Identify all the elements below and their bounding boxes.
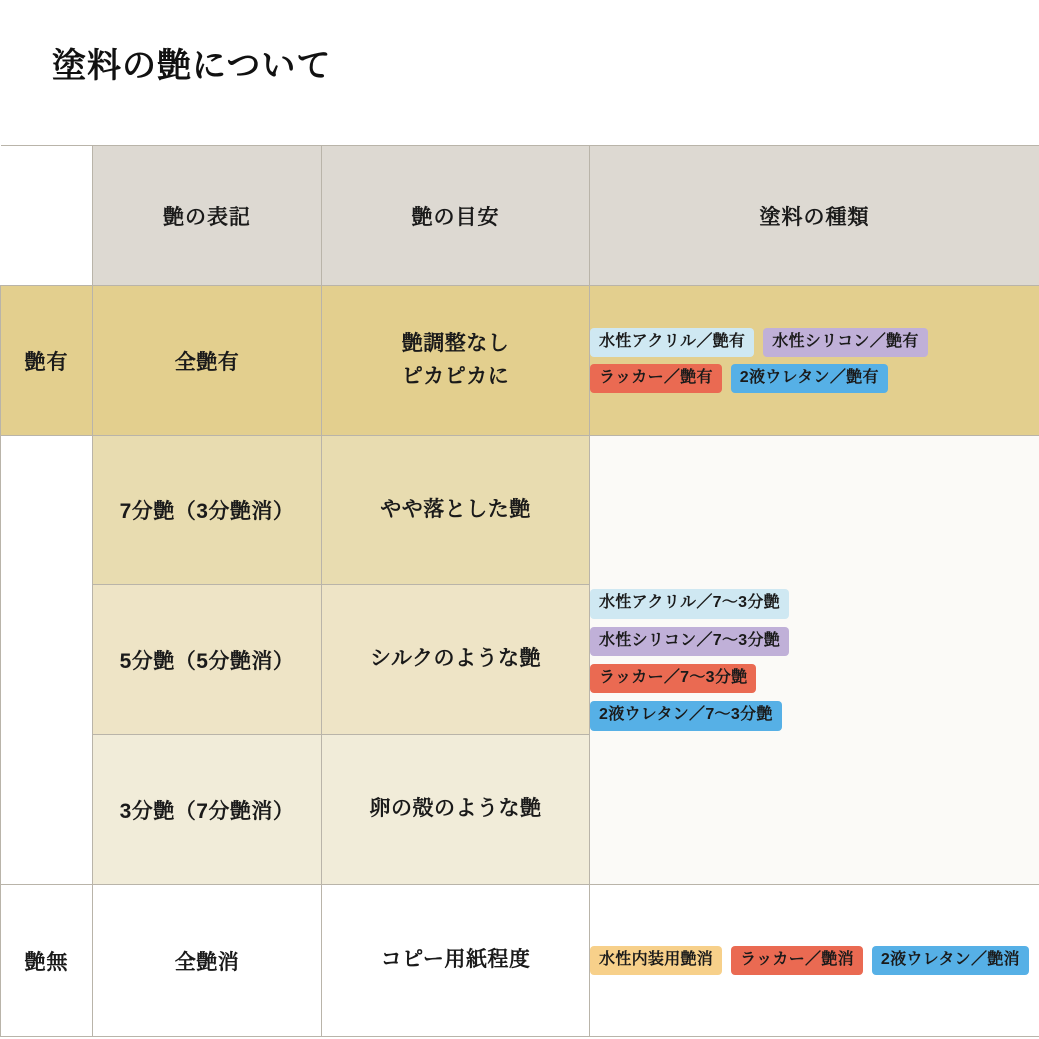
table-row	[1, 286, 1039, 436]
chip-group	[590, 328, 1039, 394]
row-notation: 7分艶（3分艶消）	[93, 436, 322, 585]
table-head	[1, 146, 1039, 286]
row-side-label-matte: 艶無	[1, 885, 93, 1037]
row-guide: 卵の殻のような艶	[322, 735, 590, 885]
chip-paint-type: 水性内装用艶消	[590, 946, 722, 975]
row-guide: やや落とした艶	[322, 436, 590, 585]
chip-group	[590, 589, 1039, 731]
row-notation: 3分艶（7分艶消）	[93, 735, 322, 885]
row-side-label-middle	[1, 436, 93, 885]
chip-paint-type: 水性アクリル／艶有	[590, 328, 754, 357]
table-body	[1, 286, 1039, 1037]
row-types-merged	[590, 436, 1039, 885]
row-guide: コピー用紙程度	[322, 885, 590, 1037]
row-guide	[322, 286, 590, 436]
chip-paint-type: 水性シリコン／7〜3分艶	[590, 627, 789, 656]
chip-paint-type: 2液ウレタン／艶消	[872, 946, 1029, 975]
table-header-row	[1, 146, 1039, 286]
chip-paint-type: ラッカー／艶有	[590, 364, 722, 393]
gloss-table	[0, 145, 1039, 1037]
row-notation: 全艶有	[93, 286, 322, 436]
header-cell-notation: 艶の表記	[93, 146, 322, 286]
chip-paint-type: 水性シリコン／艶有	[763, 328, 927, 357]
chip-paint-type: ラッカー／7〜3分艶	[590, 664, 756, 693]
row-notation: 全艶消	[93, 885, 322, 1037]
row-types	[590, 286, 1039, 436]
page-title: 塗料の艶について	[52, 47, 332, 85]
row-types	[590, 885, 1039, 1037]
row-side-label-gloss: 艶有	[1, 286, 93, 436]
chip-group	[590, 946, 1039, 975]
header-cell-types: 塗料の種類	[590, 146, 1039, 286]
row-notation: 5分艶（5分艶消）	[93, 585, 322, 735]
chip-paint-type: ラッカー／艶消	[731, 946, 863, 975]
chip-paint-type: 水性アクリル／7〜3分艶	[590, 589, 789, 618]
row-guide: シルクのような艶	[322, 585, 590, 735]
row-guide-line2: ピカピカに	[401, 364, 510, 388]
header-cell-blank	[1, 146, 93, 286]
chip-paint-type: 2液ウレタン／艶有	[731, 364, 888, 393]
table-row	[1, 436, 1039, 585]
row-guide-line1: 艶調整なし	[401, 331, 510, 355]
header-cell-guide: 艶の目安	[322, 146, 590, 286]
chip-paint-type: 2液ウレタン／7〜3分艶	[590, 701, 782, 730]
table-row	[1, 885, 1039, 1037]
